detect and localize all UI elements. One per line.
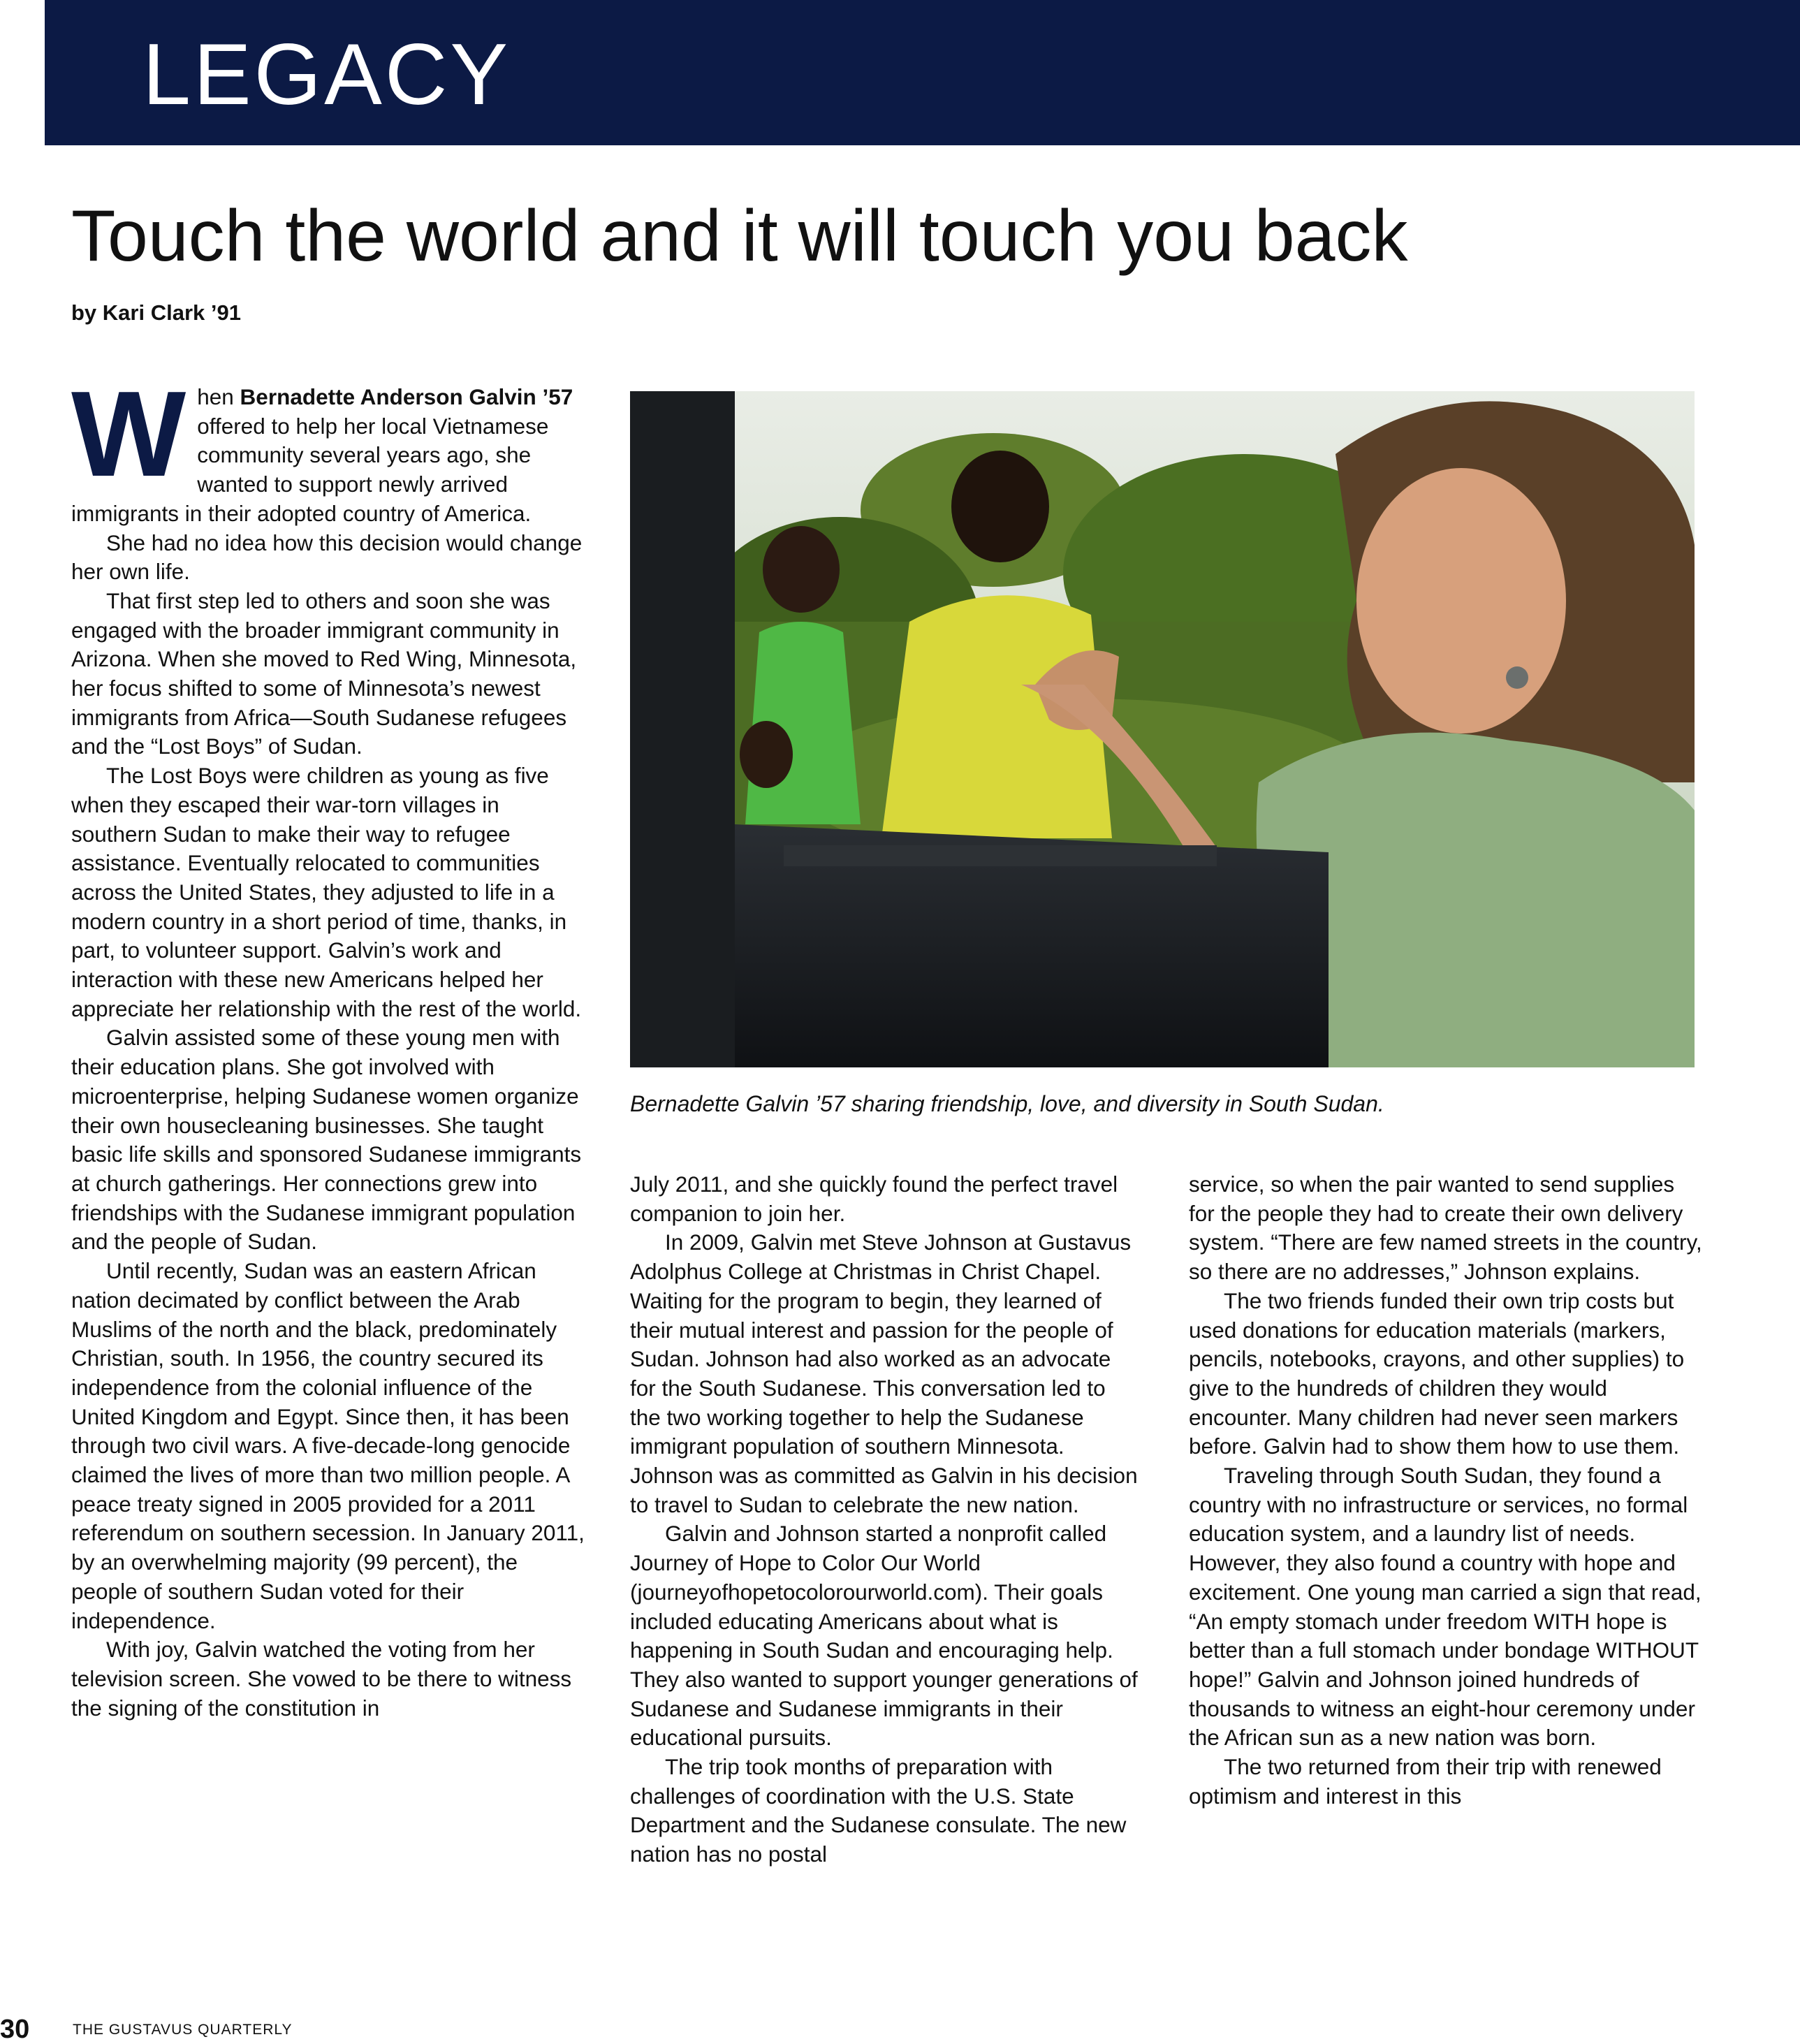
article-column-3 (1189, 1170, 1702, 1811)
publication-name: THE GUSTAVUS QUARTERLY (73, 2022, 293, 2038)
section-banner (45, 0, 1800, 145)
paragraph: In 2009, Galvin met Steve Johnson at Gustavus Adolphus College at Christmas in Christ Chapel. Waiting for the program to begin, they learned of their mutual interest and passion for the people of Sudan. Johnson had also worked as an advocate for the South Sudanese. This conversation led to the two working together to help the Sudanese immigrant population of southern Minnesota. Johnson was as committed as Galvin in his decision to travel to Sudan to celebrate the new nation. (630, 1229, 1138, 1517)
page-number: 30 (0, 2015, 30, 2044)
paragraph: Traveling through South Sudan, they found a country with no infrastructure or services, no formal education system, and a laundry list of needs. However, they also found a country with hope and excitement. One young man carried a sign that read, “An empty stomach under freedom WITH hope is better than a full stomach under bondage WITHOUT hope!” Galvin and Johnson joined hundreds of thousands to witness an eight-hour ceremony under the African sun as a new nation was born. (1189, 1463, 1702, 1751)
photo-illustration (630, 391, 1695, 1067)
article-byline: by Kari Clark ’91 (71, 300, 241, 325)
section-title: LEGACY (142, 27, 511, 123)
article-headline: Touch the world and it will touch you back (71, 196, 1408, 277)
article-photo (630, 391, 1695, 1067)
article-column-1 (71, 365, 585, 1723)
lead-paragraph (71, 365, 585, 529)
paragraph: Galvin assisted some of these young men with their education plans. She got involved with microenterprise, helping Sudanese women organize their own housecleaning businesses. She taught basic life skills and sponsored Sudanese immigrants at church gatherings. Her connections grew into friendships with the Sudanese immigrant population and the people of Sudan. (71, 1025, 582, 1255)
paragraph-continued: service, so when the pair wanted to send supplies for the people they had to create their own delivery system. “There are few named streets in the country, so there are no addresses,” Johnson explains. (1189, 1171, 1702, 1285)
lead-subject-name: Bernadette Anderson Galvin ’57 (240, 384, 573, 409)
paragraph: The two returned from their trip with renewed optimism and interest in this (1189, 1754, 1662, 1809)
lead-text-rest: offered to help her local Vietnamese community several years ago, she wanted to support newly arrived immigrants in their adopted country of America. (71, 413, 549, 526)
paragraph: That first step led to others and soon she was engaged with the broader immigrant community in Arizona. When she moved to Red Wing, Minnesota, her focus shifted to some of Minnesota’s newest immigrants from Africa—South Sudanese refugees and the “Lost Boys” of Sudan. (71, 587, 577, 759)
paragraph: Galvin and Johnson started a nonprofit called Journey of Hope to Color Our World (journeyofhopetocolorourworld.com). Their goals included educating Americans about what is happening in South Sudan and encouraging help. They also wanted to support younger generations of Sudanese and Sudanese immigrants in their educational pursuits. (630, 1521, 1138, 1751)
article-column-2 (630, 1170, 1139, 1869)
drop-cap: W (71, 365, 186, 502)
photo-caption: Bernadette Galvin ’57 sharing friendship, love, and diversity in South Sudan. (630, 1091, 1384, 1116)
paragraph: The Lost Boys were children as young as five when they escaped their war-torn villages in southern Sudan to make their way to refugee assistance. Eventually relocated to communities across the United States, they adjusted to life in a modern country in a short period of time, thanks, in part, to volunteer support. Galvin’s work and interaction with these new Americans helped her appreciate her relationship with the rest of the world. (71, 763, 582, 1021)
paragraph: The two friends funded their own trip costs but used donations for education materials (markers, pencils, notebooks, crayons, and other supplies) to give to the hundreds of children they would encounter. Many children had never seen markers before. Galvin had to show them how to use them. (1189, 1287, 1685, 1459)
paragraph: Until recently, Sudan was an eastern African nation decimated by conflict between the Arab Muslims of the north and the black, predominately Christian, south. In 1956, the country secured its independence from the colonial influence of the United Kingdom and Egypt. Since then, it has been through two civil wars. A five-decade-long genocide claimed the lives of more than two million people. A peace treaty signed in 2005 provided for a 2011 referendum on southern secession. In January 2011, by an overwhelming majority (99 percent), the people of southern Sudan voted for their independence. (71, 1258, 585, 1633)
lead-text-start: hen (197, 384, 240, 409)
paragraph: With joy, Galvin watched the voting from her television screen. She vowed to be there to witness the signing of the constitution in (71, 1637, 572, 1721)
paragraph: The trip took months of preparation with challenges of coordination with the U.S. State Department and the Sudanese consulate. The new nation has no postal (630, 1754, 1127, 1867)
paragraph: She had no idea how this decision would change her own life. (71, 530, 583, 585)
paragraph-continued: July 2011, and she quickly found the perfect travel companion to join her. (630, 1171, 1118, 1226)
